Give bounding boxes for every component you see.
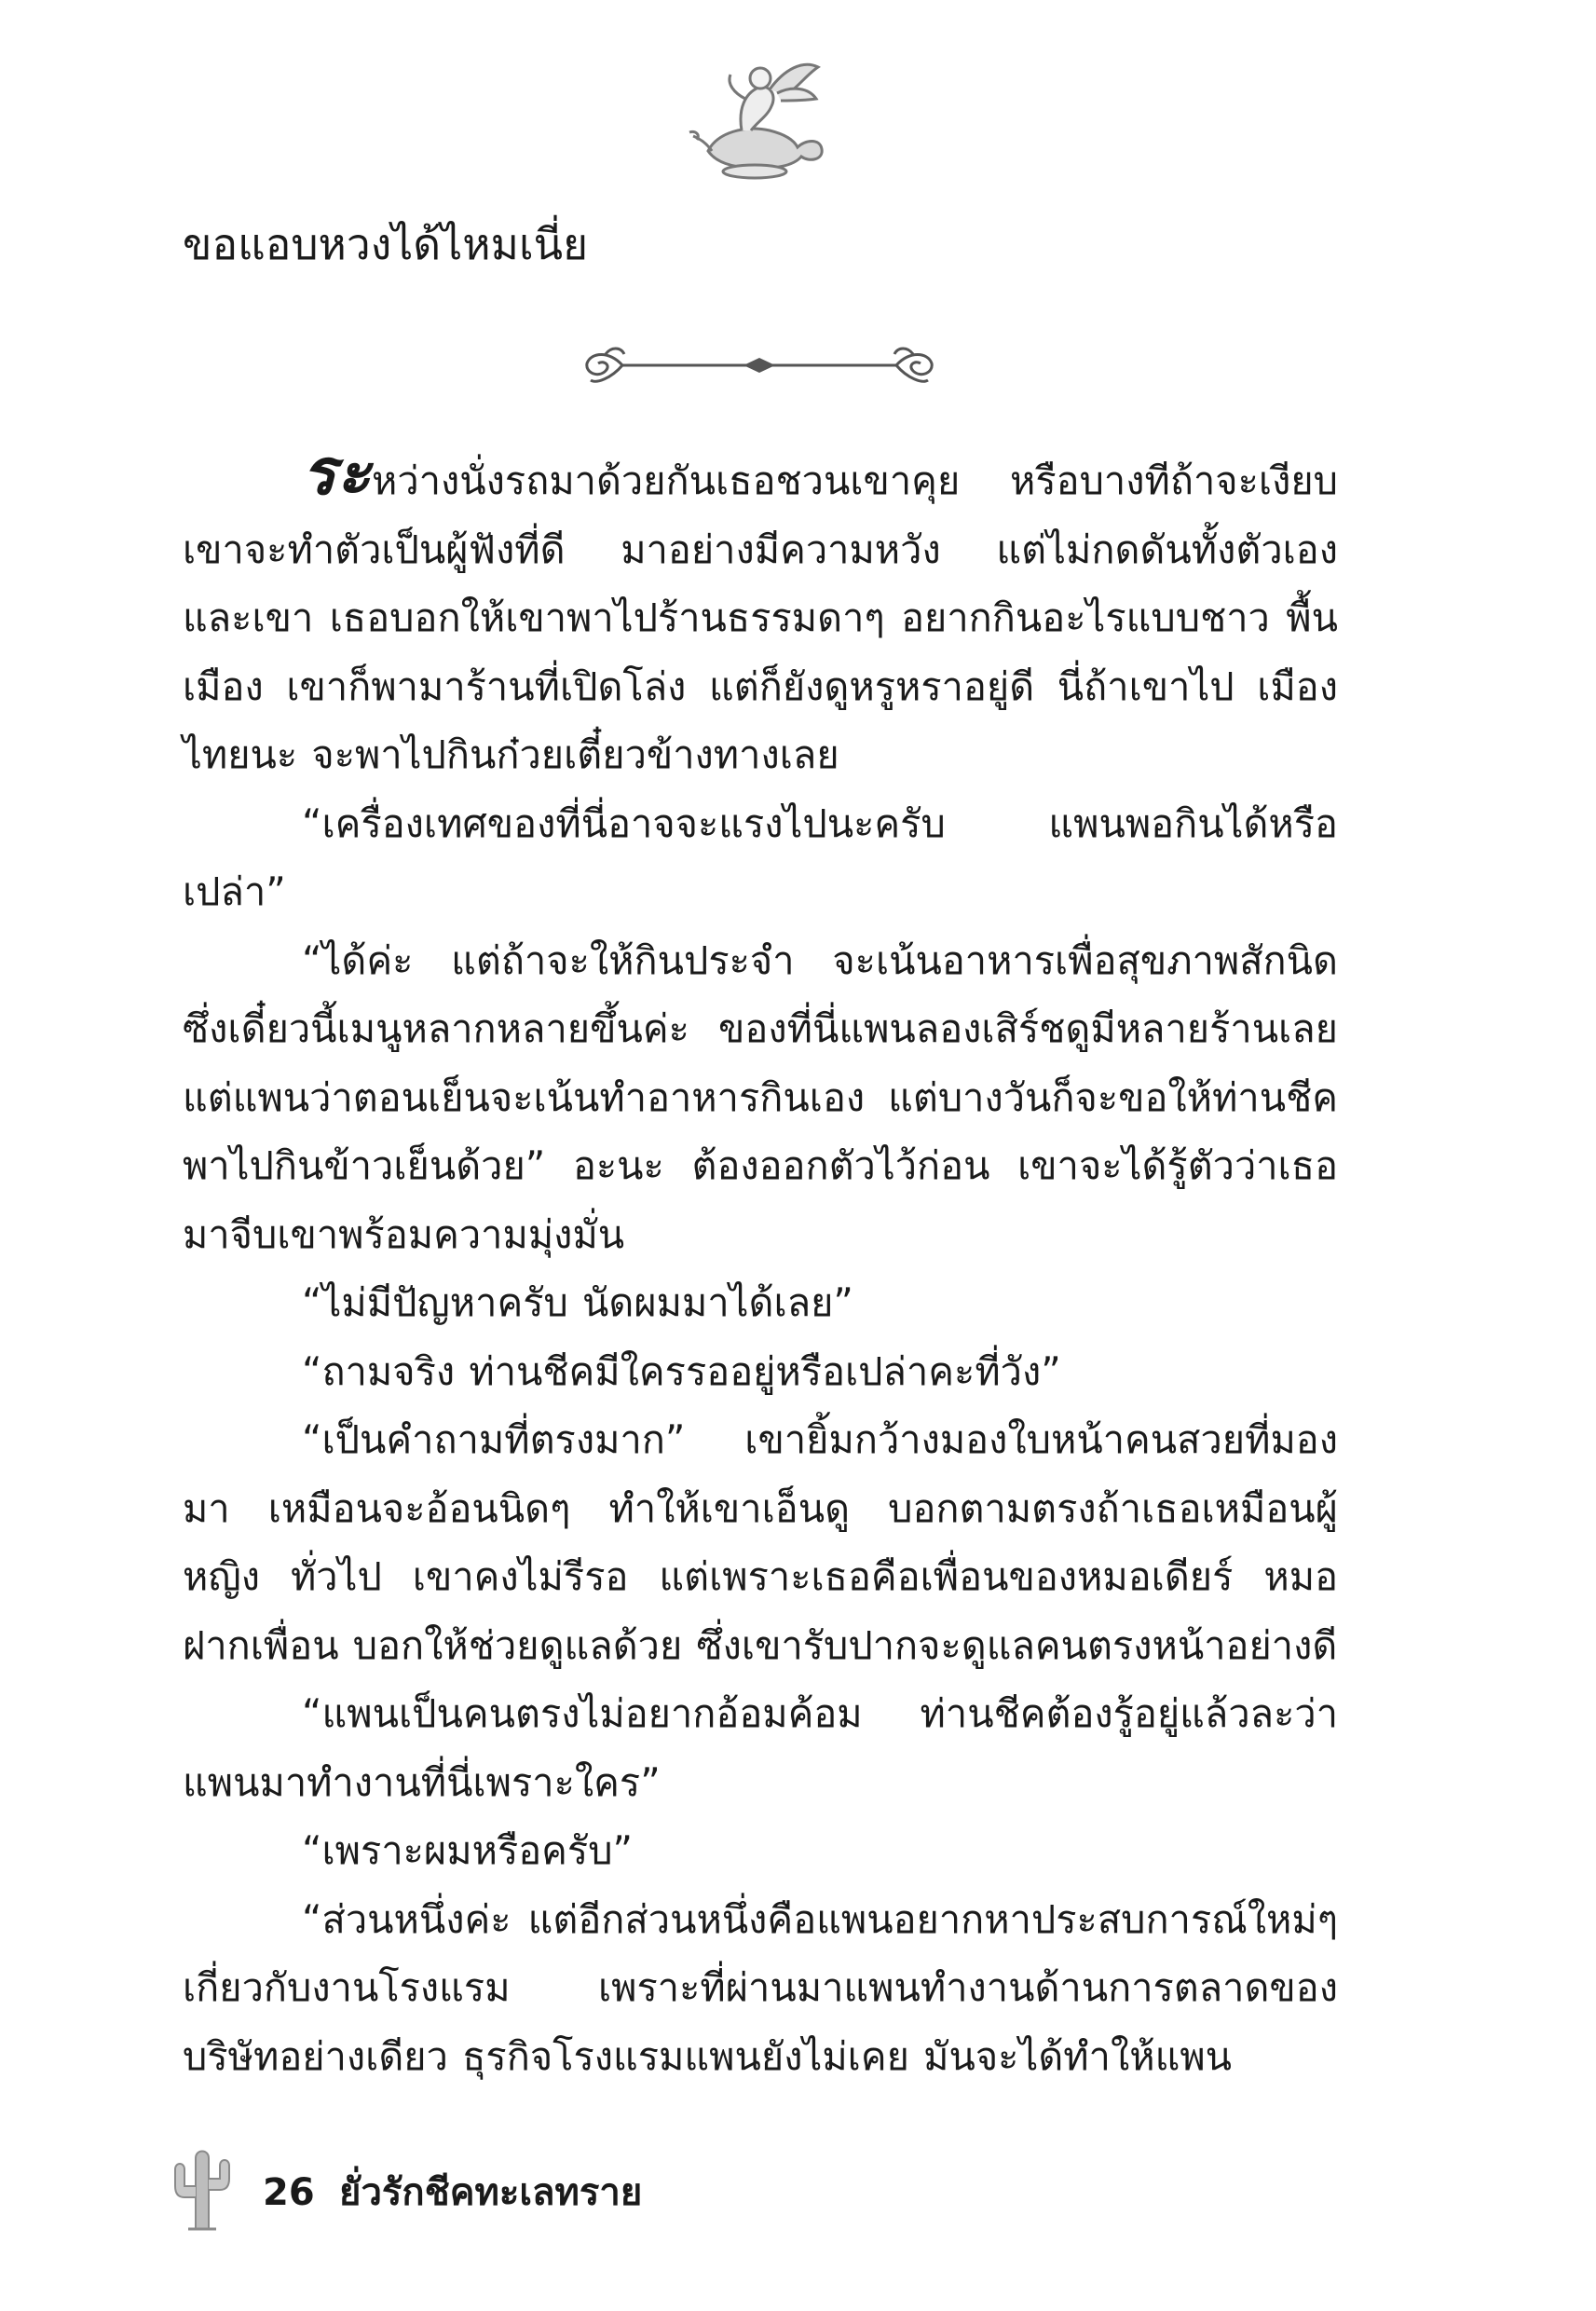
paragraph: “ถามจริง ท่านชีคมีใครรออยู่หรือเปล่าคะที่วัง” xyxy=(302,1347,1061,1394)
page-number: 26 xyxy=(263,2171,315,2214)
paragraph: “ส่วนหนึ่งค่ะ แต่อีกส่วนหนึ่งคือแพนอยากหาประสบการณ์ใหม่ๆ เกี่ยวกับงานโรงแรม เพราะที่ผ่านมาแพนทำงานด้านการตลาดของ บริษัทอย่างเดียว ธุรกิจโรงแรมแพนยังไม่เคย มันจะได้ทำให้แพน xyxy=(183,1895,1338,2079)
cactus-icon xyxy=(170,2145,235,2231)
lamp-cupid-icon xyxy=(680,47,829,186)
paragraph: “เป็นคำถามที่ตรงมาก” เขายิ้มกว้างมองใบหน้าคนสวยที่มองมา เหมือนจะอ้อนนิดๆ ทำให้เขาเอ็นดู บอกตามตรงถ้าเธอเหมือนผู้หญิง ทั่วไป เขาคงไม่รีรอ แต่เพราะเธอคือเพื่อนของหมอเดียร์ หมอฝากเพื่อน บอกให้ช่วยดูแลด้วย ซึ่งเขารับปากจะดูแลคนตรงหน้าอย่างดี xyxy=(183,1416,1338,1668)
body-text xyxy=(183,436,1338,2090)
page-footer xyxy=(170,2143,1008,2236)
paragraph: “แพนเป็นคนตรงไม่อยากอ้อมค้อม ท่านชีคต้องรู้อยู่แล้วละว่า แพนมาทำงานที่นี่เพราะใคร” xyxy=(183,1690,1338,1805)
flourish-divider-icon xyxy=(578,337,941,393)
paragraph: “ได้ค่ะ แต่ถ้าจะให้กินประจำ จะเน้นอาหารเพื่อสุขภาพสักนิด ซึ่งเดี๋ยวนี้เมนูหลากหลายขึ้นค่ะ ของที่นี่แพนลองเสิร์ชดูมีหลายร้านเลย แต่แพนว่าตอนเย็นจะเน้นทำอาหารกินเอง แต่บางวันก็จะขอให้ท่านชีค พาไปกินข้าวเย็นด้วย” อะนะ ต้องออกตัวไว้ก่อน เขาจะได้รู้ตัวว่าเธอ มาจีบเขาพร้อมความมุ่งมั่น xyxy=(183,937,1338,1257)
paragraph: “ไม่มีปัญหาครับ นัดผมมาได้เลย” xyxy=(302,1279,853,1325)
chapter-title: ขอแอบหวงได้ไหมเนี่ย xyxy=(183,219,589,269)
paragraph: “เครื่องเทศของที่นี่อาจจะแรงไปนะครับ แพนพอกินได้หรือเปล่า” xyxy=(183,800,1338,914)
dropcap: ระ xyxy=(302,436,373,510)
paragraph-text: หว่างนั่งรถมาด้วยกันเธอชวนเขาคุย หรือบางทีถ้าจะเงียบ เขาจะทำตัวเป็นผู้ฟังที่ดี มาอย่างมีความหวัง แต่ไม่กดดันทั้งตัวเอง และเขา เธอบอกให้เขาพาไปร้านธรรมดาๆ อยากกินอะไรแบบชาว พื้นเมือง เขาก็พามาร้านที่เปิดโล่ง แต่ก็ยังดูหรูหราอยู่ดี นี่ถ้าเขาไป เมืองไทยนะ จะพาไปกินก๋วยเตี๋ยวข้างทางเลย xyxy=(183,458,1338,777)
book-title: ยั่วรักชีคทะเลทราย xyxy=(339,2171,643,2214)
paragraph-opening xyxy=(183,436,1338,789)
paragraph: “เพราะผมหรือครับ” xyxy=(302,1827,634,1873)
